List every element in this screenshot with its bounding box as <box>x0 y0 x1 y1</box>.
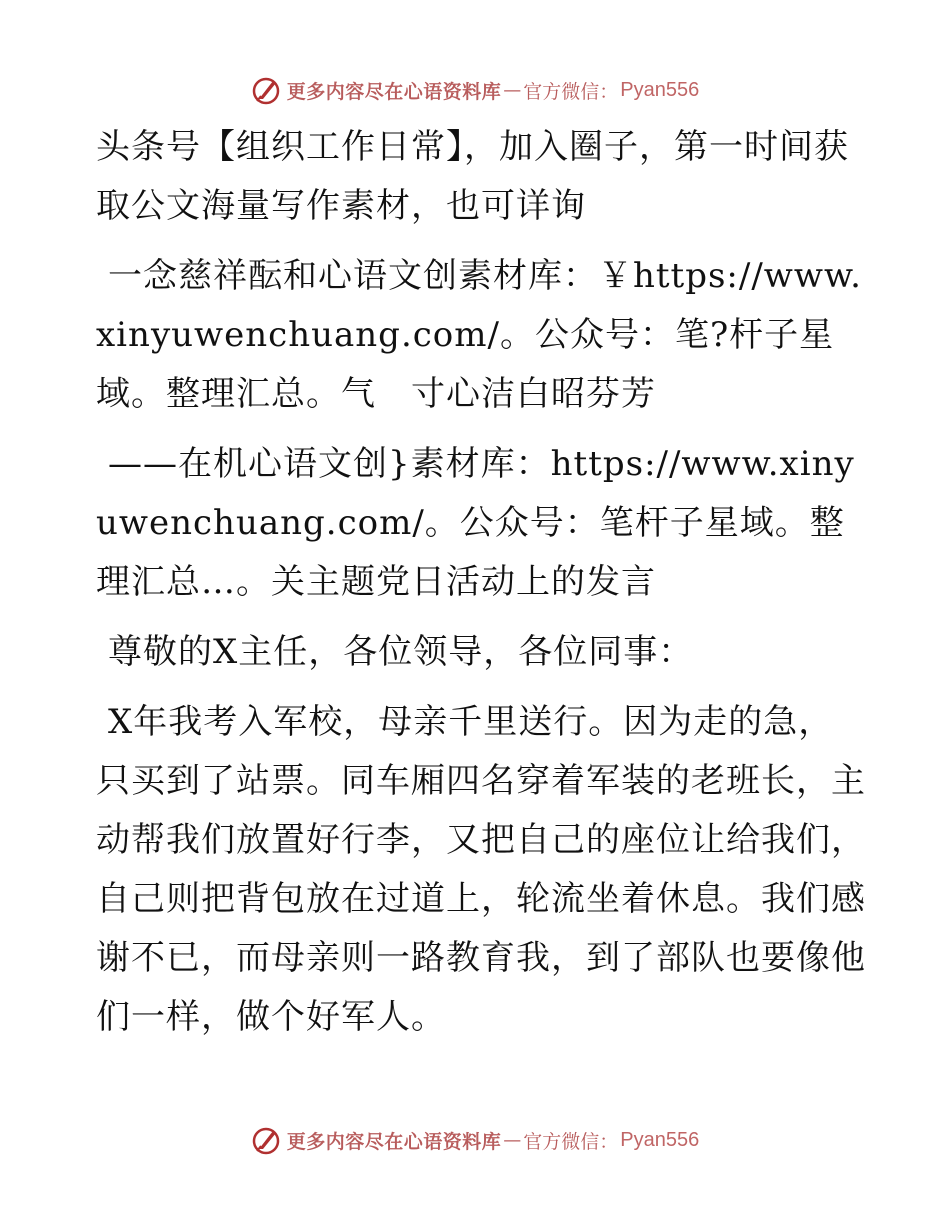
document-body <box>96 118 866 1058</box>
footer-banner <box>0 1120 950 1160</box>
paragraph-watermark-2: ——在机心语文创}素材库：https://www.xinyuwenchuang.com/。公众号：笔杆子星域。整理汇总…。关主题党日活动上的发言 <box>96 444 855 602</box>
banner-wechat-id: Pyan556 <box>620 1128 700 1151</box>
header-banner <box>0 70 950 110</box>
banner-wechat-id: Pyan556 <box>620 78 700 101</box>
paragraph-watermark-1: 一念慈祥酝和心语文创素材库：￥https://www.xinyuwenchuang.com/。公众号：笔?杆子星域。整理汇总。气 寸心洁白昭芬芳 <box>96 256 862 414</box>
banner-site-text: 更多内容尽在心语资料库 <box>286 80 502 103</box>
paragraph-salutation: 尊敬的X主任，各位领导，各位同事： <box>108 632 694 672</box>
banner-separator: — <box>503 79 522 101</box>
quill-pen-logo-icon <box>251 75 281 105</box>
banner-wechat-label: 官方微信： <box>523 1130 619 1153</box>
banner-wechat-label: 官方微信： <box>523 80 619 103</box>
paragraph-story: X年我考入军校，母亲千里送行。因为走的急，只买到了站票。同车厢四名穿着军装的老班长，主动帮我们放置好行李，又把自己的座位让给我们，自己则把背包放在过道上，轮流坐着休息。我们感谢不已，而母亲则一路教育我，到了部队也要像他们一样，做个好军人。 <box>96 702 866 1037</box>
paragraph-intro: 头条号【组织工作日常】，加入圈子，第一时间获取公文海量写作素材，也可详询 <box>96 127 849 226</box>
banner-site-text: 更多内容尽在心语资料库 <box>286 1130 502 1153</box>
banner-separator: — <box>503 1129 522 1151</box>
quill-pen-logo-icon <box>251 1125 281 1155</box>
